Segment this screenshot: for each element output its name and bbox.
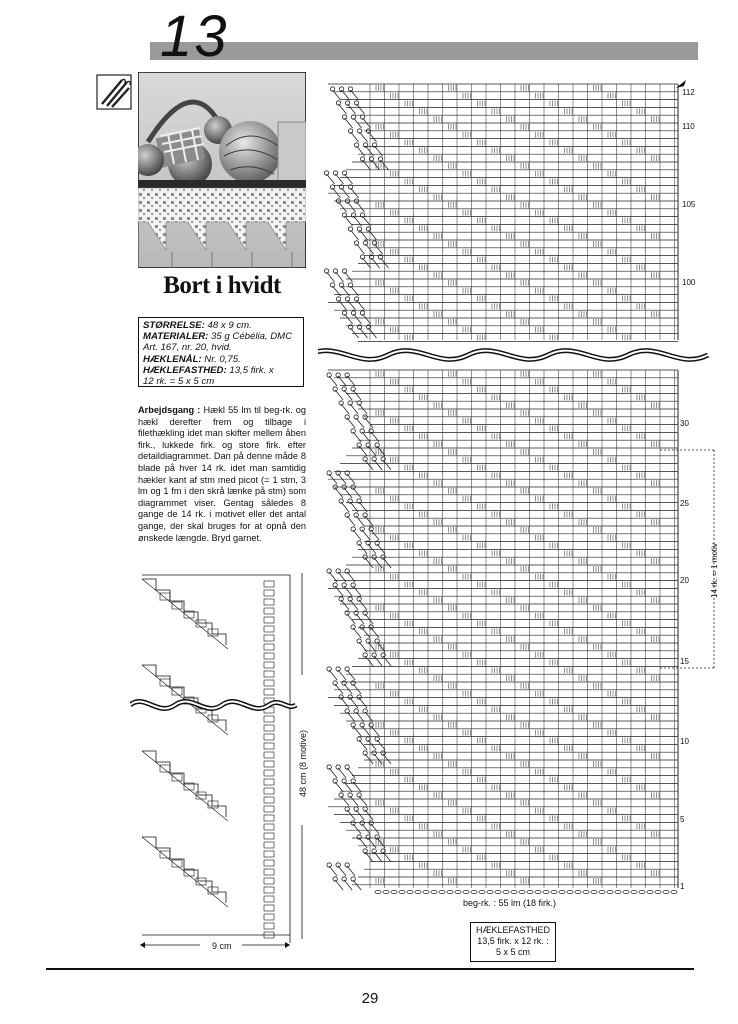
row-label-112: 112 [682,88,695,97]
size-label: STØRRELSE: [143,320,205,331]
product-photo [138,72,306,268]
motif-label: 14 rk. = 1 motiv [710,543,719,598]
row-label-100: 100 [682,278,696,287]
hook-label: HÆKLENÅL: [143,353,202,365]
instructions-body: Hækl 55 lm til beg-rk. og hækl derefter frem og tilbage i filethækling idet man skifter mellem åben firk., lukkede firk. og store firk. efter detaildiagrammet. Dan på denne måde 8 blade på hver 14 rk. idet man samtidig hækler kant af stm med picot (= 1 stm, 3 lm og 1 fm i den skrå lænke på stm) som diagrammet viser. Gentag således 8 gange de 14 rk. i motivet eller det antal gange, der skal bruges for at opnå den ønskede længde. Bryd garnet. [138,405,306,543]
material-value-1: 35 g Cébélia, DMC [211,331,293,343]
chart-grid-bottom [328,370,678,894]
crochet-hook-icon [96,74,132,110]
pattern-title: Bort i hvidt [163,272,281,299]
foundation-label: beg-rk. : 55 lm (18 firk.) [463,898,557,908]
pattern-number: 13 [160,4,229,69]
row-label-110: 110 [682,122,695,131]
row-label-105: 105 [682,200,696,209]
size-value: 48 x 9 cm. [207,320,252,331]
row-label-10: 10 [680,737,689,746]
row-label-1: 1 [680,882,685,891]
footer-rule [46,968,694,970]
instructions-lead: Arbejdsgang : [138,405,201,415]
material-label: MATERIALER: [143,331,209,343]
page-number: 29 [361,990,379,1007]
crochet-chart [318,70,738,940]
row-label-20: 20 [680,576,689,585]
gauge-value-1: 13,5 firk. x [229,364,274,376]
schematic-diagram [130,565,320,960]
gauge-label: HÆKLEFASTHED: [143,364,227,376]
hook-value: Nr. 0,75. [204,353,241,365]
gauge-value-2: 12 rk. = 5 x 5 cm [143,376,215,388]
gauge-line-1: HÆKLEFASTHED [475,925,551,935]
spec-box [138,317,304,387]
row-label-25: 25 [680,499,689,508]
width-label: 9 cm [212,941,232,951]
row-label-30: 30 [680,419,689,428]
row-label-15: 15 [680,657,689,666]
row-label-5: 5 [680,815,685,824]
length-label: 48 cm (8 motive) [298,729,308,797]
instructions-text [138,405,306,544]
gauge-line-3: 5 x 5 cm [495,947,530,957]
header-bar [150,42,698,60]
chart-grid-top [328,84,678,341]
gauge-line-2: 13,5 firk. x 12 rk. : [477,936,549,946]
gauge-legend-box [470,922,556,962]
material-value-2: Art. 167, nr. 20, hvid. [143,342,232,354]
